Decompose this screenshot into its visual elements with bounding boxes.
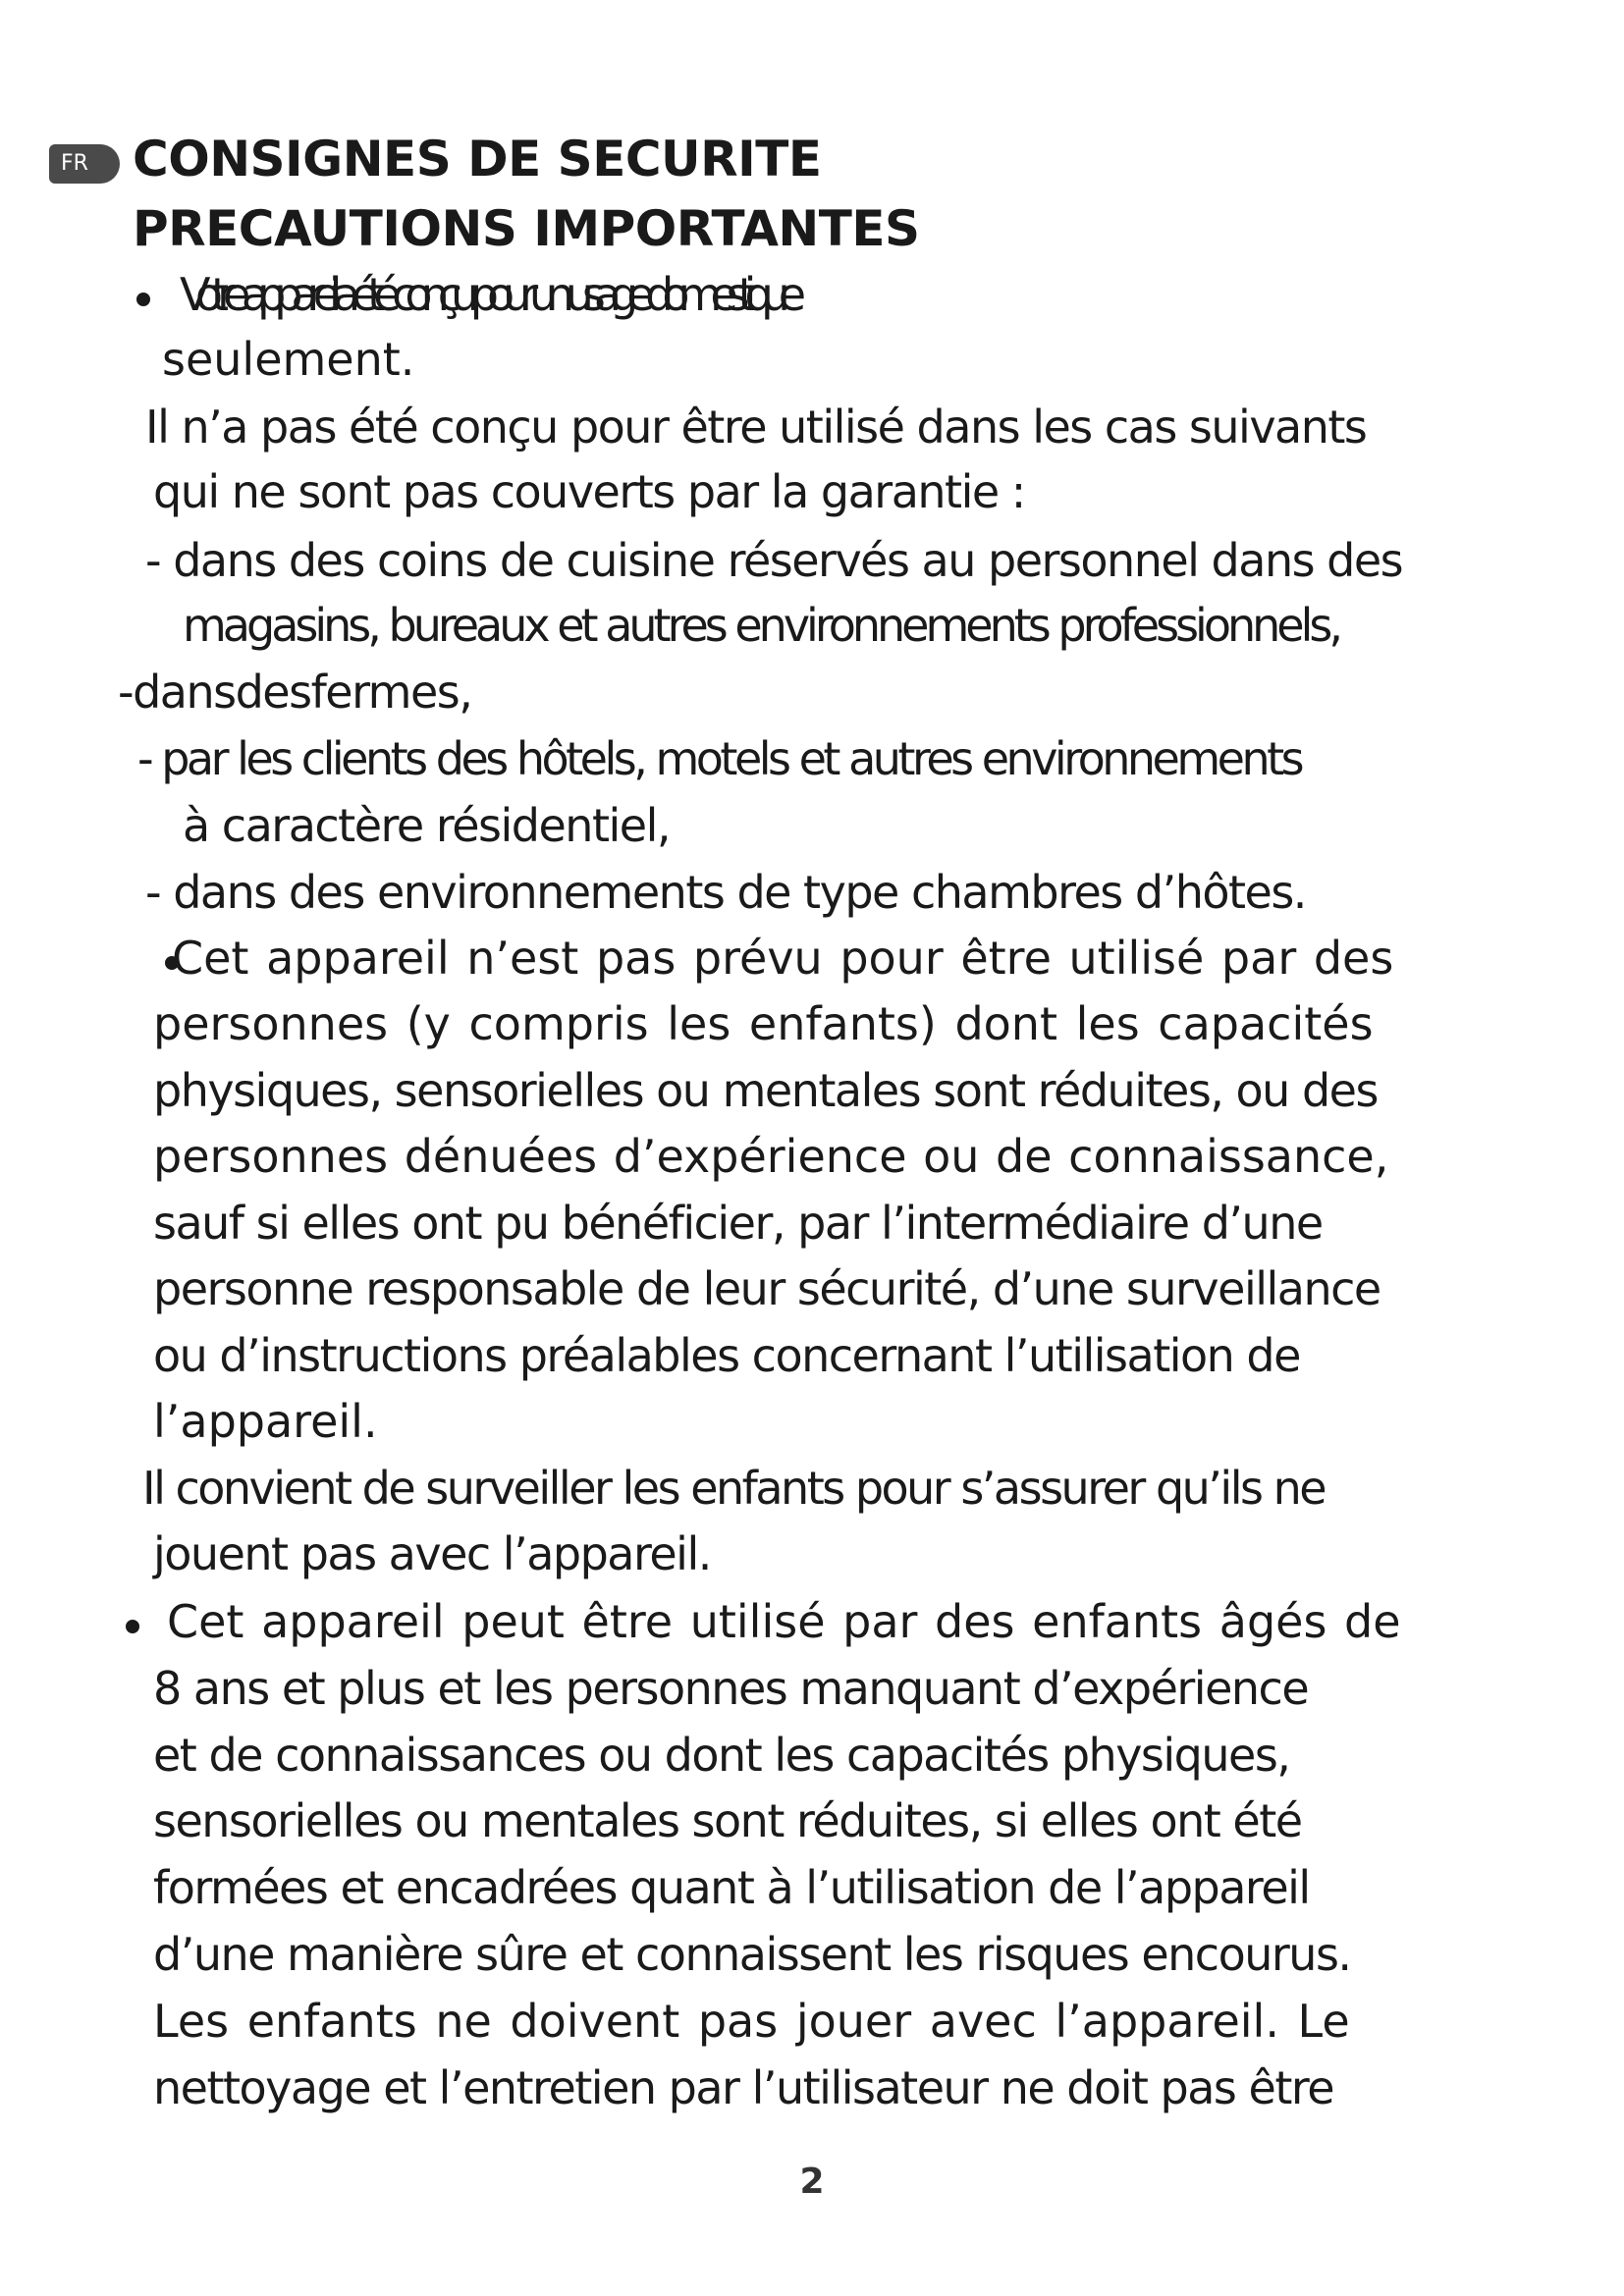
text-line: nettoyage et l’entretien par l’utilisateur ne doit pas être [153, 2061, 1334, 2114]
text-line: Cet appareil n’est pas prévu pour être utilisé par des [172, 932, 1394, 985]
text-line: seulement. [162, 333, 415, 386]
text-line: personnes (y compris les enfants) dont les capacités [153, 997, 1374, 1050]
text-line: Les enfants ne doivent pas jouer avec l’appareil. Le [153, 1995, 1350, 2048]
text-line: physiques, sensorielles ou mentales sont réduites, ou des [153, 1064, 1378, 1117]
page-number: 2 [799, 2162, 825, 2202]
bullet-icon [136, 293, 150, 306]
list-item-line: - par les clients des hôtels, motels et autres environnements [137, 732, 1302, 785]
list-item-line: - dans des coins de cuisine réservés au personnel dans des [145, 534, 1403, 587]
section-title: CONSIGNES DE SECURITE [133, 131, 822, 187]
text-line: l’appareil. [153, 1395, 378, 1448]
text-line: Votre appareil a été conçu pour un usage domestique [180, 268, 795, 321]
text-line: sauf si elles ont pu bénéficier, par l’intermédiaire d’une [153, 1197, 1323, 1250]
list-item-line: -dansdesfermes, [118, 666, 472, 719]
bullet-icon [126, 1620, 139, 1633]
text-line: d’une manière sûre et connaissent les risques encourus. [153, 1928, 1351, 1981]
list-item-line: - dans des environnements de type chambres d’hôtes. [145, 866, 1306, 919]
language-badge: FR [49, 144, 120, 184]
text-line: personne responsable de leur sécurité, d’une surveillance [153, 1262, 1380, 1315]
text-line: sensorielles ou mentales sont réduites, si elles ont été [153, 1794, 1302, 1847]
text-line: personnes dénuées d’expérience ou de connaissance, [153, 1130, 1389, 1183]
text-line: Il convient de surveiller les enfants pour s’assurer qu’ils ne [142, 1462, 1326, 1515]
list-item-line: magasins, bureaux et autres environnements professionnels, [183, 599, 1339, 652]
text-line: qui ne sont pas couverts par la garantie : [153, 465, 1025, 518]
text-line: et de connaissances ou dont les capacités physiques, [153, 1729, 1290, 1782]
section-subtitle: PRECAUTIONS IMPORTANTES [133, 200, 920, 257]
text-line: Cet appareil peut être utilisé par des enfants âgés de [167, 1595, 1401, 1648]
text-line: formées et encadrées quant à l’utilisation de l’appareil [153, 1861, 1310, 1914]
text-line: 8 ans et plus et les personnes manquant d’expérience [153, 1662, 1309, 1715]
text-line: Il n’a pas été conçu pour être utilisé dans les cas suivants [145, 400, 1367, 454]
text-line: jouent pas avec l’appareil. [153, 1527, 711, 1580]
text-line: ou d’instructions préalables concernant l’utilisation de [153, 1329, 1300, 1382]
list-item-line: à caractère résidentiel, [183, 799, 670, 852]
